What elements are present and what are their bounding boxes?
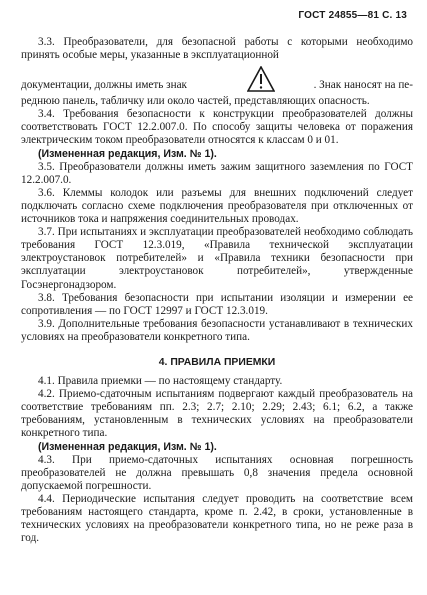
- amendment-note-2: (Измененная редакция, Изм. № 1).: [38, 440, 217, 453]
- page-header: ГОСТ 24855—81 С. 13: [298, 10, 407, 21]
- paragraph-3-3-left: документации, должны иметь знак: [21, 79, 187, 92]
- section-heading: 4. ПРАВИЛА ПРИЕМКИ: [158, 356, 276, 368]
- paragraph-3-3-cont: реднюю панель, табличку или около частей, представляющих опасность.: [21, 95, 370, 108]
- paragraph-3-5: 3.5. Преобразователи должны иметь зажим защитного заземления по ГОСТ 12.2.007.0.: [21, 160, 413, 186]
- document-body: [21, 36, 413, 545]
- warning-triangle-icon: [247, 66, 275, 92]
- paragraph-4-2: 4.2. Приемо-сдаточным испытаниям подвергают каждый преобразователь на соответствие требованиям пп. 2.3; 2.7; 2.10; 2.29; 2.43; 6.1; 6.2, а также требованиям, установленным в технических условиях на преобразователи конкретного типа.: [21, 388, 413, 440]
- paragraph-3-8: 3.8. Требования безопасности при испытании изоляции и измерении ее сопротивления — по ГОСТ 12997 и ГОСТ 12.3.019.: [21, 291, 413, 317]
- paragraph-3-3: 3.3. Преобразователи, для безопасной работы с которыми необходимо принять особые меры, указанные в эксплуатационной: [21, 36, 413, 62]
- paragraph-3-4: 3.4. Требования безопасности к конструкции преобразователей должны соответствовать ГОСТ 12.2.007.0. По способу защиты человека от поражения электрическим током преобразователи относятся к классам 0 и 01.: [21, 108, 413, 147]
- paragraph-3-6: 3.6. Клеммы колодок или разъемы для внешних подключений следует подключать согласно схеме подключения преобразователя при отключенных от источников тока и напряжения соединительных проводах.: [21, 186, 413, 226]
- paragraph-3-7: 3.7. При испытаниях и эксплуатации преобразователей необходимо соблюдать требования ГОСТ 12.3.019, «Правила технической эксплуатации электроустановок потребителей» и «Правила техники безопасности при эксплуатации электроустановок потребителей», утвержденные Госэнергонадзором.: [21, 226, 413, 291]
- paragraph-4-3: 4.3. При приемо-сдаточных испытаниях основная погрешность преобразователей не должна превышать 0,8 значения предела основной допускаемой погрешности.: [21, 453, 413, 492]
- paragraph-3-3-right: . Знак наносят на пе-: [313, 79, 413, 92]
- paragraph-3-9: 3.9. Дополнительные требования безопасности устанавливают в технических условиях на преобразователи конкретного типа.: [21, 317, 413, 343]
- paragraph-4-4: 4.4. Периодические испытания следует проводить на соответствие всем требованиям настоящего стандарта, кроме п. 2.42, в сроки, установленные в технических условиях на преобразователи конкретного типа, но не реже раза в год.: [21, 492, 413, 545]
- paragraph-4-1: 4.1. Правила приемки — по настоящему стандарту.: [38, 375, 283, 388]
- amendment-note-1: (Измененная редакция, Изм. № 1).: [38, 147, 217, 160]
- paragraph-3-3-sign-line: [21, 66, 413, 92]
